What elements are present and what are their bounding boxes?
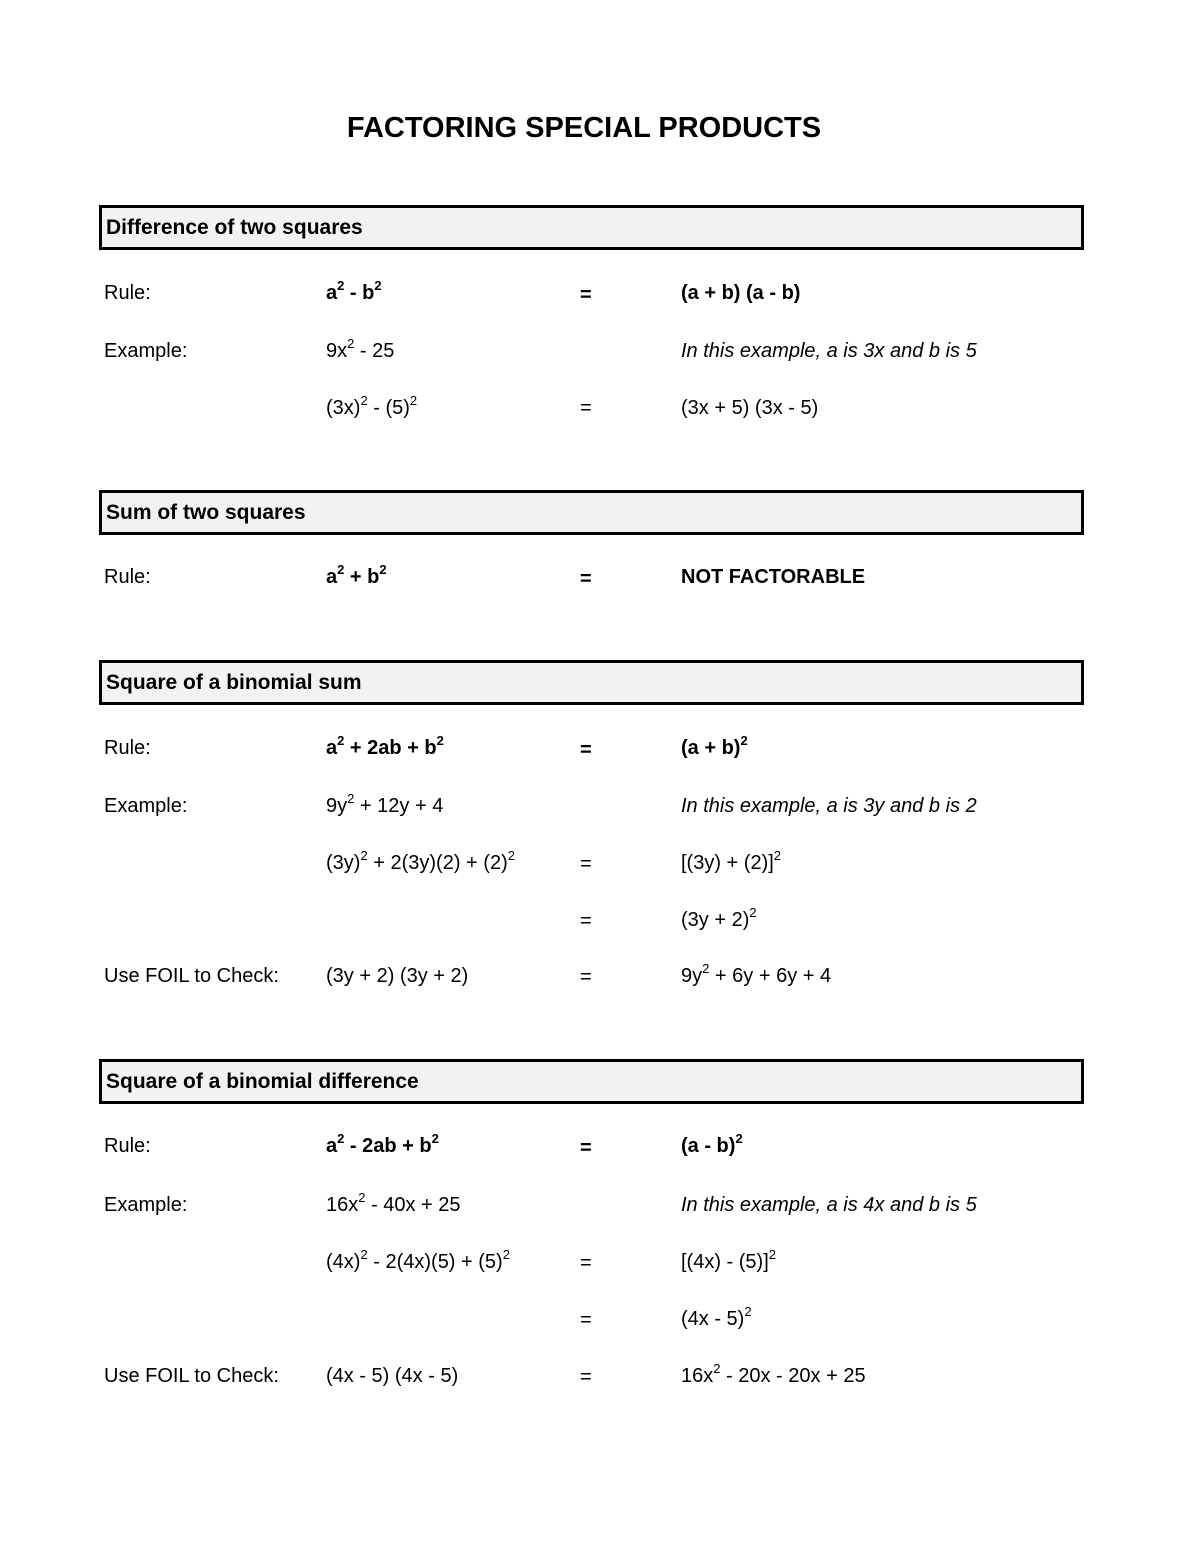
example-step: $(4x)^2 - 2(4x)(5) + (5)^2$ bbox=[326, 1247, 510, 1273]
section-title: Sum of two squares bbox=[106, 501, 306, 524]
example-step-result: (3x + 5) (3x - 5) bbox=[681, 397, 819, 419]
example-step: $(3x)^2 - (5)^2$ bbox=[326, 393, 418, 419]
section-header-square-binomial-sum bbox=[99, 660, 1084, 705]
example-step-result: $(3y + 2)^2$ bbox=[681, 905, 757, 931]
equals-sign: = bbox=[580, 1366, 592, 1388]
section-header-sum-of-squares bbox=[99, 490, 1084, 535]
equals-sign: = bbox=[580, 1137, 592, 1159]
example-label: Example: bbox=[104, 340, 188, 362]
rule-label: Rule: bbox=[104, 737, 151, 759]
rule-lhs: $a^2 - b^2$ bbox=[326, 278, 382, 304]
rule-rhs: $(a + b)^2$ bbox=[681, 733, 748, 759]
example-expression: $16x^2 - 40x + 25$ bbox=[326, 1190, 461, 1216]
foil-check-label: Use FOIL to Check: bbox=[104, 965, 279, 987]
example-expression: $9x^2 - 25$ bbox=[326, 336, 395, 362]
equals-sign: = bbox=[580, 966, 592, 988]
equals-sign: = bbox=[580, 739, 592, 761]
foil-check-result: $16x^2 - 20x - 20x + 25$ bbox=[681, 1361, 866, 1387]
rule-label: Rule: bbox=[104, 566, 151, 588]
example-label: Example: bbox=[104, 795, 188, 817]
example-step: $(3y)^2 + 2(3y)(2) + (2)^2$ bbox=[326, 848, 515, 874]
rule-rhs: NOT FACTORABLE bbox=[681, 566, 866, 588]
section-title: Difference of two squares bbox=[106, 216, 363, 239]
example-step-result: [(4x) - (5)]$^2$ bbox=[681, 1247, 777, 1273]
page-title: FACTORING SPECIAL PRODUCTS bbox=[346, 112, 822, 144]
rule-lhs: $a^2 - 2ab + b^2$ bbox=[326, 1131, 439, 1157]
foil-check-label: Use FOIL to Check: bbox=[104, 1365, 279, 1387]
rule-label: Rule: bbox=[104, 1135, 151, 1157]
section-header-difference-of-squares bbox=[99, 205, 1084, 250]
equals-sign: = bbox=[580, 910, 592, 932]
equals-sign: = bbox=[580, 397, 592, 419]
equals-sign: = bbox=[580, 568, 592, 590]
equals-sign: = bbox=[580, 853, 592, 875]
rule-label: Rule: bbox=[104, 282, 151, 304]
example-label: Example: bbox=[104, 1194, 188, 1216]
foil-check-result: $9y^2 + 6y + 6y + 4$ bbox=[681, 961, 832, 987]
example-step-result: $[(3y) + (2)]^2$ bbox=[681, 848, 782, 874]
example-step-result: (4x - 5)$^2$ bbox=[681, 1304, 752, 1330]
section-header-square-binomial-difference bbox=[99, 1059, 1084, 1104]
equals-sign: = bbox=[580, 1309, 592, 1331]
section-title: Square of a binomial sum bbox=[106, 671, 362, 694]
rule-lhs: $a^2 + b^2$ bbox=[326, 562, 387, 588]
section-title: Square of a binomial difference bbox=[106, 1070, 419, 1093]
example-note: In this example, a is 4x and b is 5 bbox=[681, 1194, 977, 1216]
foil-check-expression: (4x - 5) (4x - 5) bbox=[326, 1365, 459, 1387]
example-note: In this example, a is 3x and b is 5 bbox=[681, 340, 977, 362]
rule-lhs: $a^2 + 2ab + b^2$ bbox=[326, 733, 444, 759]
rule-rhs: (a - b)$^2$ bbox=[681, 1131, 743, 1157]
rule-rhs: (a + b) (a - b) bbox=[681, 282, 801, 304]
foil-check-expression: (3y + 2) (3y + 2) bbox=[326, 965, 469, 987]
example-note: In this example, a is 3y and b is 2 bbox=[681, 795, 977, 817]
equals-sign: = bbox=[580, 284, 592, 306]
equals-sign: = bbox=[580, 1252, 592, 1274]
example-expression: $9y^2 + 12y + 4$ bbox=[326, 791, 444, 817]
